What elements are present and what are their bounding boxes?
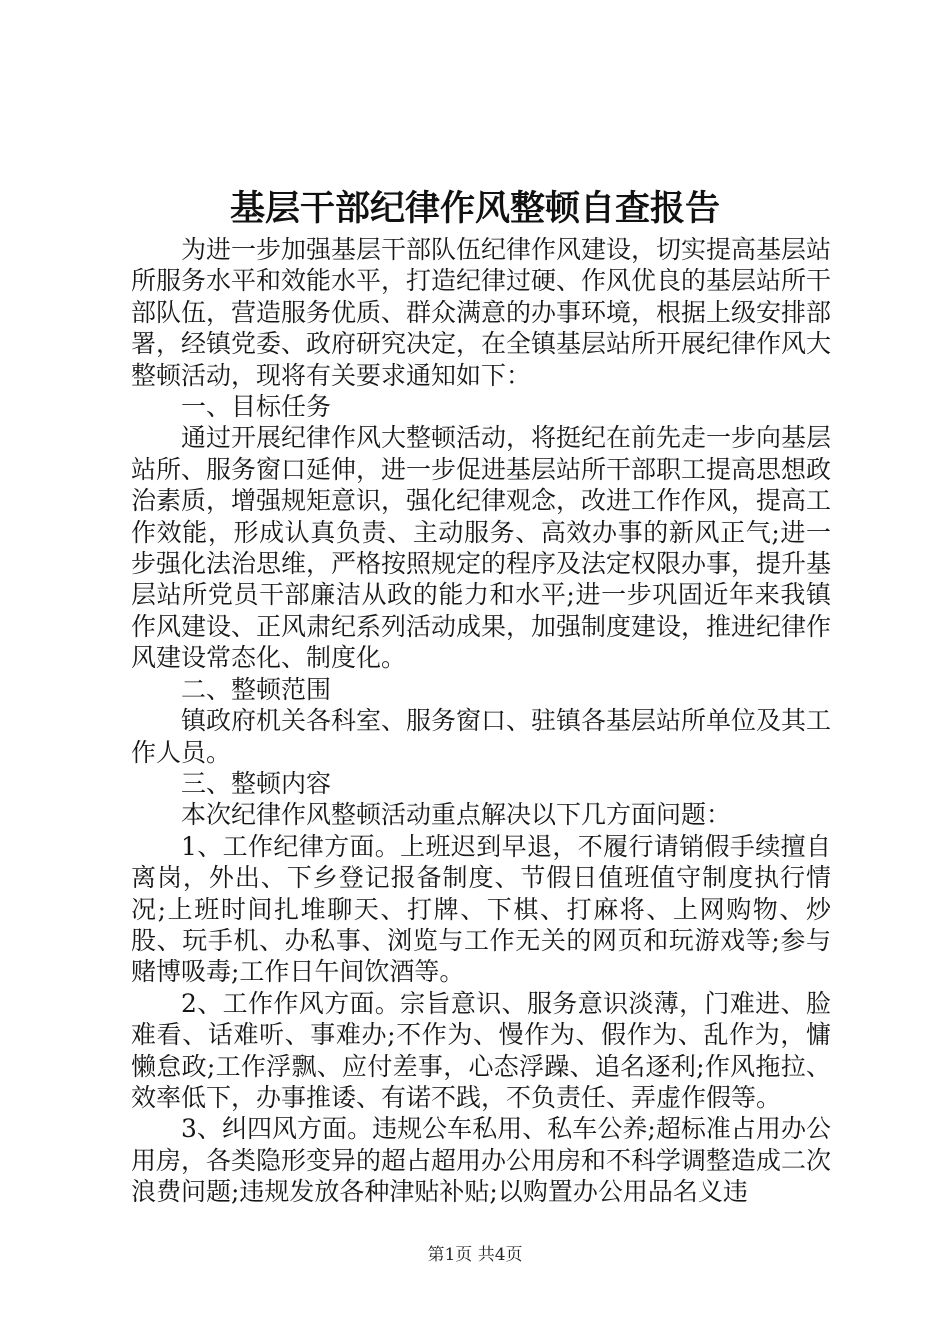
item-four-winds: 3、纠四风方面。违规公车私用、私车公养;超标准占用办公用房，各类隐形变异的超占超用办公用房和不科学调整造成二次浪费问题;违规发放各种津贴补贴;以购置办公用品名义违 bbox=[131, 1114, 832, 1207]
item-work-discipline: 1、工作纪律方面。上班迟到早退，不履行请销假手续擅自离岗，外出、下乡登记报备制度、节假日值班值守制度执行情况;上班时间扎堆聊天、打牌、下棋、打麻将、上网购物、炒股、玩手机、办私事、浏览与工作无关的网页和玩游戏等;参与赌博吸毒;工作日午间饮酒等。 bbox=[131, 831, 831, 987]
item-work-style: 2、工作作风方面。宗旨意识、服务意识淡薄，门难进、脸难看、话难听、事难办;不作为、慢作为、假作为、乱作为，慵懒怠政;工作浮飘、应付差事，心态浮躁、追名逐利;作风拖拉、效率低下，办事推诿、有诺不践，不负责任、弄虚作假等。 bbox=[131, 988, 831, 1112]
page-number: 第1页 共4页 bbox=[427, 1245, 523, 1265]
goals-paragraph: 通过开展纪律作风大整顿活动，将挺纪在前先走一步向基层站所、服务窗口延伸，进一步促进基层站所干部职工提高思想政治素质，增强规矩意识，强化纪律观念，改进工作作风，提高工作效能，形成认真负责、主动服务、高效办事的新风正气;进一步强化法治思维，严格按照规定的程序及法定权限办事，提升基层站所党员干部廉洁从政的能力和水平;进一步巩固近年来我镇作风建设、正风肃纪系列活动成果，加强制度建设，推进纪律作风建设常态化、制度化。 bbox=[131, 423, 832, 673]
section-heading-goals: 一、目标任务 bbox=[181, 392, 332, 422]
section-heading-content: 三、整顿内容 bbox=[181, 768, 332, 798]
section-heading-scope: 二、整顿范围 bbox=[181, 674, 332, 704]
document-body bbox=[131, 234, 831, 1208]
scope-paragraph: 镇政府机关各科室、服务窗口、驻镇各基层站所单位及其工作人员。 bbox=[131, 706, 832, 767]
intro-paragraph: 为进一步加强基层干部队伍纪律作风建设，切实提高基层站所服务水平和效能水平，打造纪律过硬、作风优良的基层站所干部队伍，营造服务优质、群众满意的办事环境，根据上级安排部署，经镇党委、政府研究决定，在全镇基层站所开展纪律作风大整顿活动，现将有关要求通知如下： bbox=[131, 235, 832, 390]
content-intro-paragraph: 本次纪律作风整顿活动重点解决以下几方面问题： bbox=[181, 800, 732, 830]
document-title: 基层干部纪律作风整顿自查报告 bbox=[229, 188, 720, 229]
